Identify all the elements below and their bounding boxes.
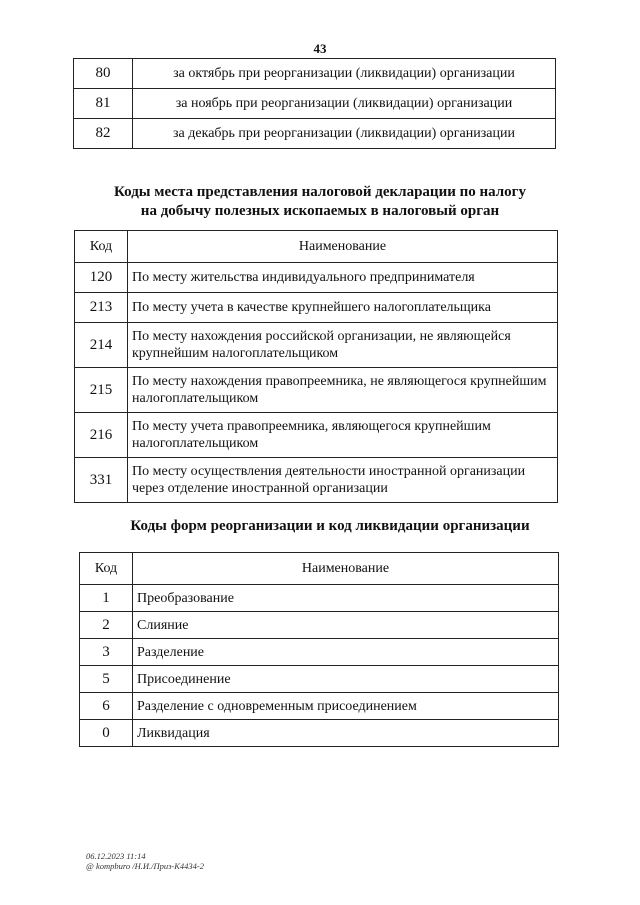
code-cell: 6 [80, 693, 133, 720]
code-cell: 82 [74, 119, 133, 149]
table-row [75, 293, 558, 323]
code-cell: 120 [75, 263, 128, 293]
reorganization-codes-table [79, 552, 559, 747]
code-cell: 1 [80, 585, 133, 612]
name-cell: Разделение [133, 639, 559, 666]
name-cell: Преобразование [133, 585, 559, 612]
section1-title-line1: Коды места представления налоговой декларации по налогу [114, 184, 526, 200]
name-cell: Разделение с одновременным присоединением [133, 693, 559, 720]
name-cell: Ликвидация [133, 720, 559, 747]
page-number: 43 [313, 41, 327, 56]
section1-title [0, 183, 640, 221]
name-cell: По месту нахождения российской организации, не являющейся крупнейшим налогоплательщиком [128, 323, 558, 368]
code-cell: 2 [80, 612, 133, 639]
name-cell: за декабрь при реорганизации (ликвидации) организации [133, 119, 556, 149]
table-row [75, 413, 558, 458]
table-row [74, 89, 556, 119]
code-cell: 80 [74, 59, 133, 89]
name-cell: По месту учета в качестве крупнейшего налогоплательщика [128, 293, 558, 323]
tax-period-codes-table [73, 58, 556, 149]
declaration-place-codes-table [74, 230, 558, 503]
code-cell: 213 [75, 293, 128, 323]
name-cell: По месту нахождения правопреемника, не являющегося крупнейшим налогоплательщиком [128, 368, 558, 413]
name-header: Наименование [128, 231, 558, 263]
footer-timestamp: 06.12.2023 11:14 [86, 851, 146, 861]
name-cell: Присоединение [133, 666, 559, 693]
code-cell: 5 [80, 666, 133, 693]
name-cell: за октябрь при реорганизации (ликвидации) организации [133, 59, 556, 89]
name-cell: Слияние [133, 612, 559, 639]
name-cell: По месту жительства индивидуального предпринимателя [128, 263, 558, 293]
name-header: Наименование [133, 553, 559, 585]
document-footer [86, 851, 204, 871]
name-cell: По месту осуществления деятельности иностранной организации через отделение иностранной организации [128, 458, 558, 503]
name-cell: По месту учета правопреемника, являющегося крупнейшим налогоплательщиком [128, 413, 558, 458]
code-cell: 331 [75, 458, 128, 503]
table-row [80, 612, 559, 639]
code-header: Код [80, 553, 133, 585]
section1-title-line2: на добычу полезных ископаемых в налоговый орган [140, 203, 500, 219]
code-cell: 81 [74, 89, 133, 119]
code-header: Код [75, 231, 128, 263]
table-row [75, 368, 558, 413]
table-header-row [80, 553, 559, 585]
code-cell: 0 [80, 720, 133, 747]
table-row [80, 666, 559, 693]
footer-reference: @ kompburo /Н.И./Приз-К4434-2 [86, 861, 204, 871]
table-row [80, 720, 559, 747]
code-cell: 3 [80, 639, 133, 666]
table-row [74, 59, 556, 89]
table-row [75, 323, 558, 368]
table-row [80, 639, 559, 666]
section2-title: Коды форм реорганизации и код ликвидации организации [130, 518, 530, 534]
table-row [75, 263, 558, 293]
code-cell: 216 [75, 413, 128, 458]
name-cell: за ноябрь при реорганизации (ликвидации) организации [133, 89, 556, 119]
table-row [75, 458, 558, 503]
table-row [74, 119, 556, 149]
code-cell: 214 [75, 323, 128, 368]
table-header-row [75, 231, 558, 263]
table-row [80, 585, 559, 612]
code-cell: 215 [75, 368, 128, 413]
table-row [80, 693, 559, 720]
